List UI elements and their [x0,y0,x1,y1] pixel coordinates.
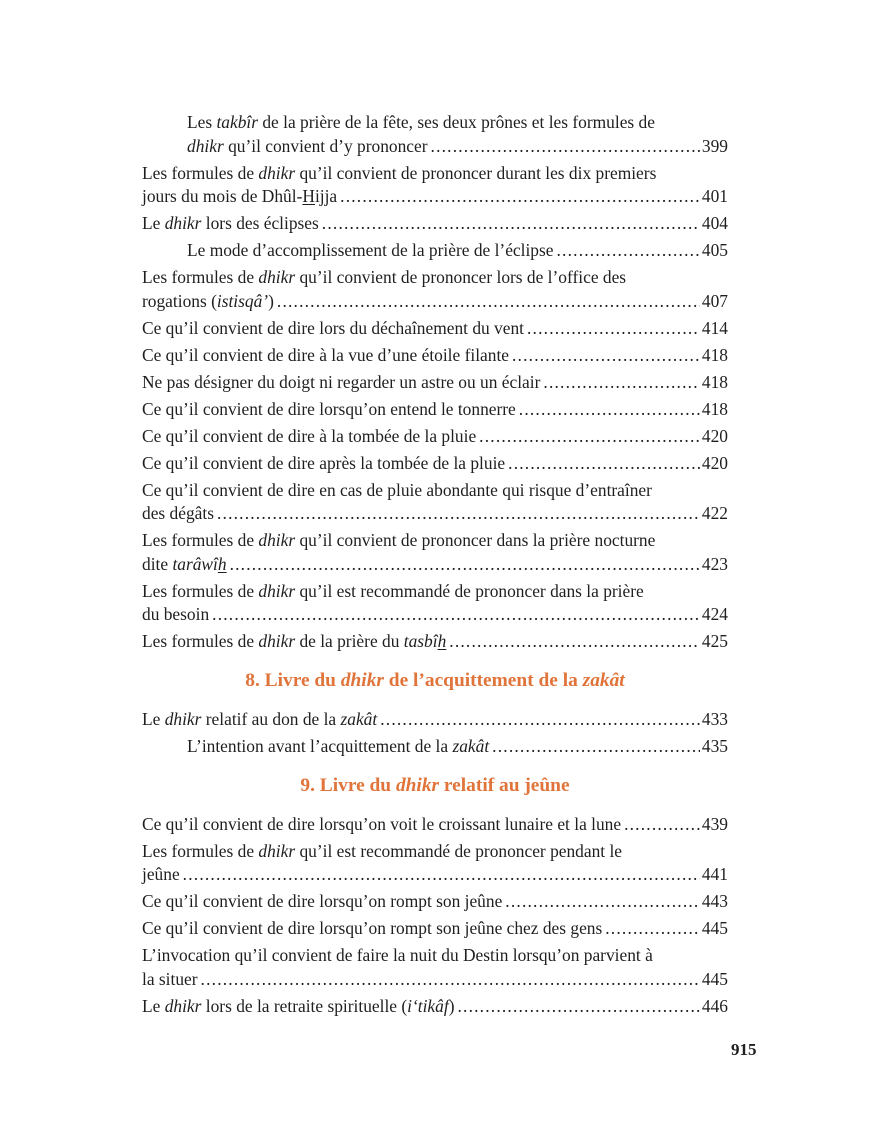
toc-entry-line [142,185,728,209]
dot-leader [505,890,700,914]
toc-entry-line [187,111,728,135]
toc-page-number: 399 [701,135,728,156]
toc-page-number: 433 [701,708,728,729]
toc-page-number: 420 [701,452,728,473]
toc-entry[interactable] [142,944,728,991]
toc-entry-text: Les formules de dhikr qu’il convient de prononcer durant les dix premiers [142,162,657,183]
dot-leader [230,553,700,577]
toc-entry[interactable] [142,813,728,837]
toc-entry[interactable] [142,212,728,236]
toc-entry-text: Les formules de dhikr qu’il convient de prononcer lors de l’office des [142,267,627,288]
toc-entry-text: des dégâts [142,503,214,524]
toc-entry-line [142,917,728,941]
toc-entry-text: Ce qu’il convient de dire lorsqu’on rompt son jeûne [142,891,503,912]
toc-page-number: 407 [701,290,728,311]
toc-entry[interactable] [142,317,728,341]
toc-entry-text: Ce qu’il convient de dire après la tombée de la pluie [142,452,506,473]
toc-entry-text: Les formules de dhikr qu’il convient de prononcer dans la prière nocturne [142,530,656,551]
toc-entry[interactable] [142,344,728,368]
toc-entry[interactable] [142,529,728,576]
toc-entry-line [187,735,728,759]
toc-entry-line [142,603,728,627]
toc-entry[interactable] [142,371,728,395]
toc-entry-text: Ce qu’il convient de dire lorsqu’on voit le croissant lunaire et la lune [142,813,622,834]
toc-page-number: 401 [701,186,728,207]
toc-entry[interactable] [142,398,728,422]
toc-entry-text: du besoin [142,604,210,625]
toc-page-number: 445 [701,968,728,989]
toc-entry-text: L’invocation qu’il convient de faire la nuit du Destin lorsqu’on parvient à [142,945,653,966]
dot-leader [201,968,700,992]
toc-entry[interactable] [142,708,728,732]
dot-leader [605,917,700,941]
toc-entry-text: Les takbîr de la prière de la fête, ses deux prônes et les formules de [187,112,655,132]
toc-entry[interactable] [142,452,728,476]
toc-entry-line [142,290,728,314]
section-heading: 9. Livre du dhikr relatif au jeûne [300,774,570,796]
toc-entry-text: Ce qu’il convient de dire en cas de pluie abondante qui risque d’entraîner [142,479,652,500]
toc-entry[interactable] [142,735,728,759]
toc-page-number: 418 [701,398,728,419]
toc-entry-line [142,317,728,341]
toc-entry-text: rogations (istisqâ’) [142,290,274,311]
dot-leader [543,371,700,395]
toc-page-number: 418 [701,371,728,392]
toc-page-number: 446 [701,995,728,1016]
toc-entry-text: jeûne [142,864,180,885]
toc-entry-line [142,890,728,914]
toc-entry-text: Ce qu’il convient de dire lorsqu’on rompt son jeûne chez des gens [142,918,603,939]
toc-entry-text: Les formules de dhikr de la prière du tasbîh [142,631,447,652]
dot-leader [217,502,700,526]
toc-entry[interactable] [142,162,728,209]
dot-leader [457,995,699,1019]
toc-entry-text: Ne pas désigner du doigt ni regarder un astre ou un éclair [142,371,541,392]
section-heading: 8. Livre du dhikr de l’acquittement de la zakât [245,669,625,691]
toc-entry-line [142,212,728,236]
toc-page-number: 441 [701,864,728,885]
toc-page-number: 420 [701,425,728,446]
toc-entry-line [142,813,728,837]
page-number: 915 [731,1040,757,1059]
dot-leader [380,708,700,732]
dot-leader [527,317,700,341]
toc-page-number: 424 [701,604,728,625]
toc-page-number: 404 [701,213,728,234]
toc-entry-text: Le dhikr lors de la retraite spirituelle (i‘tikâf) [142,995,455,1016]
dot-leader [183,863,700,887]
dot-leader [449,630,700,654]
toc-page-number: 443 [701,891,728,912]
toc-entry[interactable] [142,239,728,263]
toc-entry[interactable] [142,425,728,449]
toc-page-number: 418 [701,344,728,365]
toc-page-number: 435 [701,735,728,756]
toc-entry-text: Le dhikr lors des éclipses [142,213,319,234]
dot-leader [508,452,700,476]
dot-leader [431,135,700,159]
toc-entry-text: la situer [142,968,198,989]
toc-page-number: 422 [701,503,728,524]
toc-entry-text: Ce qu’il convient de dire à la tombée de la pluie [142,425,477,446]
toc-entry-text: Ce qu’il convient de dire à la vue d’une étoile filante [142,344,509,365]
dot-leader [492,735,700,759]
toc-entry-line [142,863,728,887]
dot-leader [479,425,700,449]
toc-entry-line [142,162,728,186]
toc-page-number: 405 [701,240,728,261]
dot-leader [277,290,700,314]
dot-leader [624,813,700,837]
toc-entry[interactable] [142,917,728,941]
toc-entry[interactable] [142,266,728,313]
toc-entry[interactable] [142,840,728,887]
toc-entry-text: dhikr qu’il convient d’y prononcer [187,135,428,156]
dot-leader [512,344,700,368]
toc-entry-text: Les formules de dhikr qu’il est recommandé de prononcer dans la prière [142,580,644,601]
toc-entry-line [142,529,728,553]
toc-entry-text: Le dhikr relatif au don de la zakât [142,708,378,729]
toc-entry[interactable] [142,111,728,158]
toc-entry-line [142,425,728,449]
dot-leader [519,398,700,422]
table-of-contents [142,111,728,1022]
toc-entry-line [187,239,728,263]
toc-entry-line [142,968,728,992]
dot-leader [340,185,700,209]
toc-entry-text: jours du mois de Dhûl-Hijja [142,186,338,207]
toc-entry[interactable] [142,479,728,526]
toc-entry-line [142,452,728,476]
toc-entry-text: L’intention avant l’acquittement de la zakât [187,735,490,756]
toc-entry-line [142,371,728,395]
dot-leader [212,603,700,627]
toc-entry[interactable] [142,580,728,627]
toc-page-number: 423 [701,553,728,574]
toc-page-number: 425 [701,631,728,652]
toc-entry-line [142,266,728,290]
toc-page-number: 439 [701,813,728,834]
toc-entry-text: dite tarâwîh [142,553,227,574]
toc-entry-line [142,580,728,604]
toc-entry-text: Les formules de dhikr qu’il est recommandé de prononcer pendant le [142,840,623,861]
dot-leader [557,239,700,263]
toc-entry-text: Le mode d’accomplissement de la prière de l’éclipse [187,240,554,261]
toc-entry-text: Ce qu’il convient de dire lors du déchaînement du vent [142,317,524,338]
toc-entry[interactable] [142,890,728,914]
toc-page-number: 414 [701,317,728,338]
toc-entry-line [142,995,728,1019]
toc-entry-line [142,840,728,864]
toc-entry-line [142,502,728,526]
toc-entry[interactable] [142,995,728,1019]
toc-entry-line [142,630,728,654]
toc-entry-line [142,479,728,503]
toc-entry-line [187,135,728,159]
dot-leader [322,212,700,236]
toc-entry-line [142,944,728,968]
toc-entry-line [142,708,728,732]
toc-entry[interactable] [142,630,728,654]
toc-entry-text: Ce qu’il convient de dire lorsqu’on entend le tonnerre [142,398,516,419]
toc-entry-line [142,553,728,577]
toc-entry-line [142,398,728,422]
toc-entry-line [142,344,728,368]
toc-page-number: 445 [701,918,728,939]
